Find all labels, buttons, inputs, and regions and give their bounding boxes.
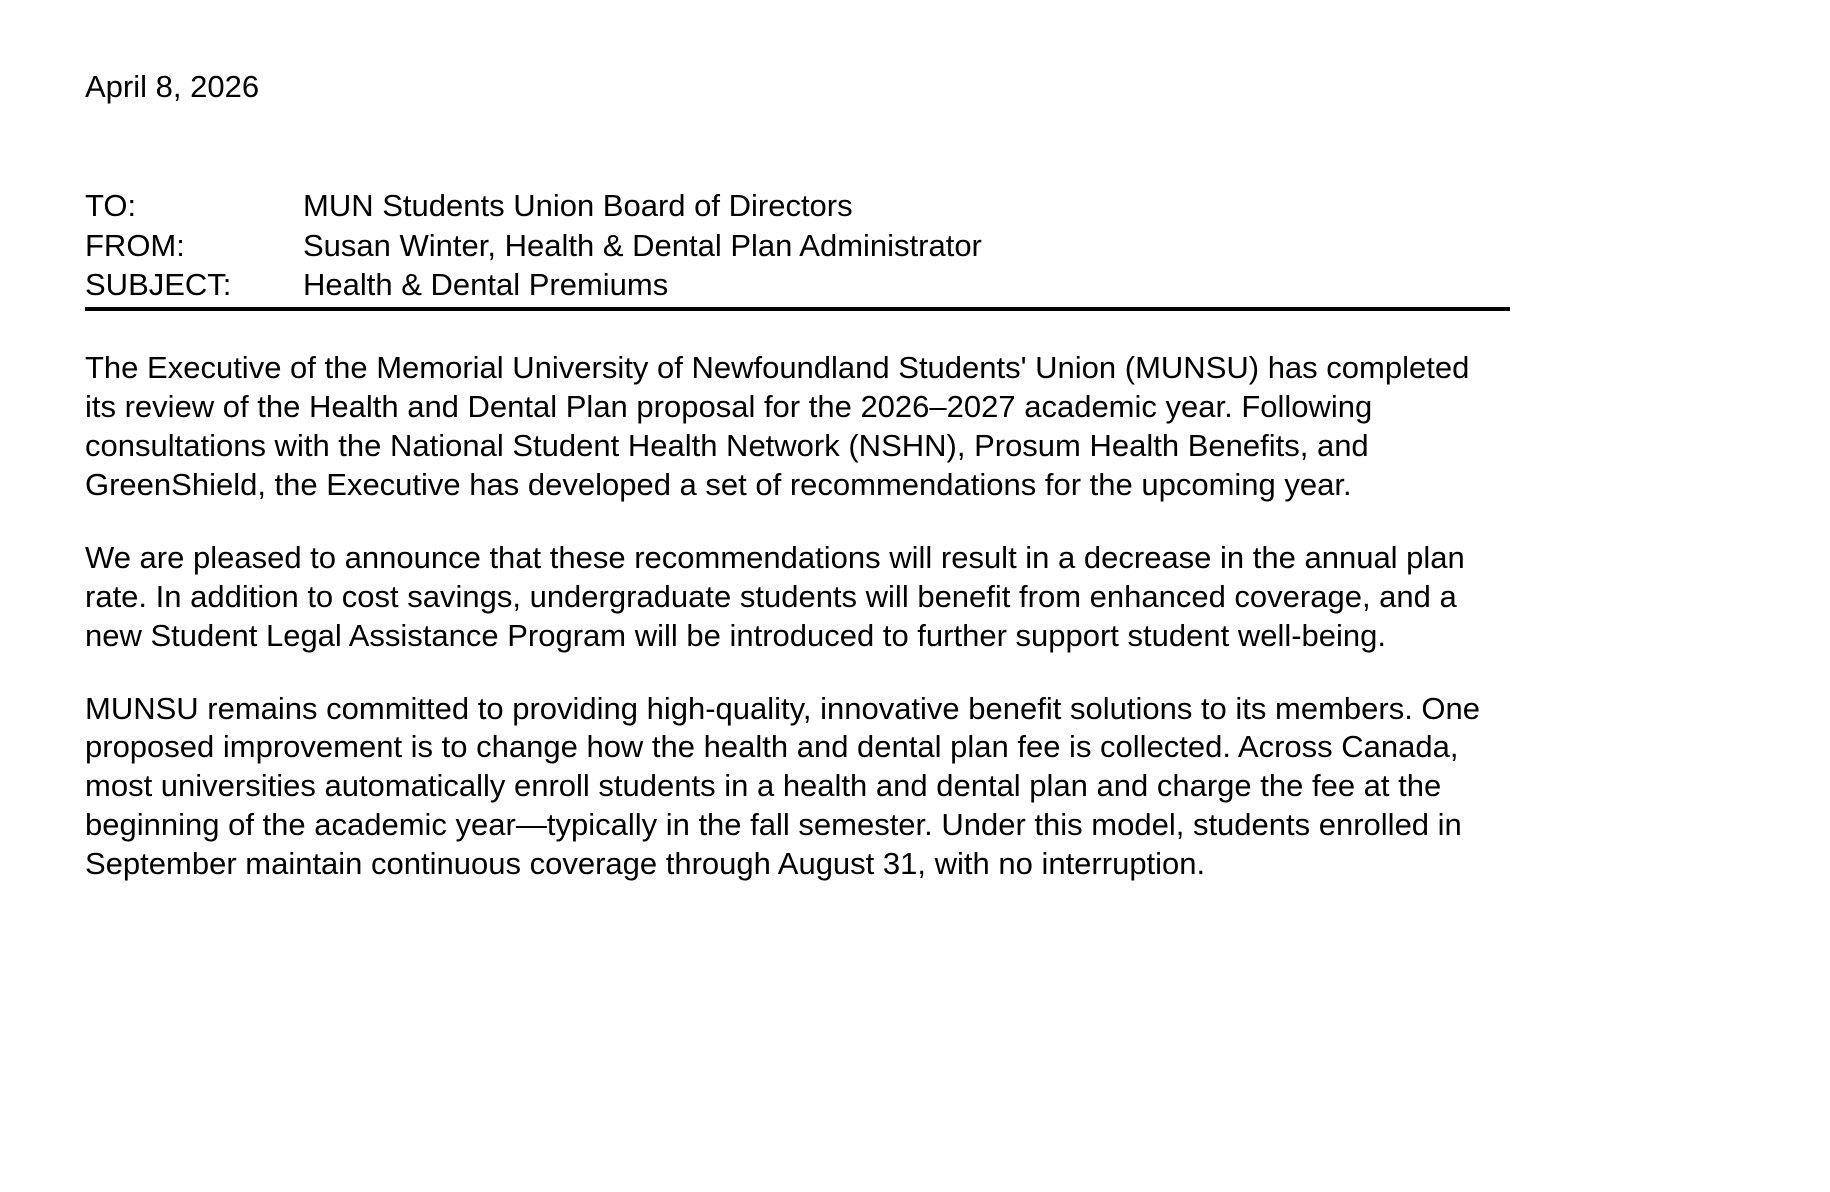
memo-header-block (85, 186, 1510, 311)
memo-value-subject: Health & Dental Premiums (303, 266, 669, 302)
memo-value-to: MUN Students Union Board of Directors (303, 188, 853, 224)
memo-paragraph-2: We are pleased to announce that these recommendations will result in a decrease in the annual plan rate. In addition to cost savings, undergraduate students will benefit from enhanced coverage, and a new Student Legal Assistance Program will be introduced to further support student well-being. (85, 539, 1465, 653)
memo-row-from (85, 226, 1510, 265)
memo-label-from: FROM: (85, 227, 185, 263)
memo-label-subject: SUBJECT: (85, 266, 232, 302)
memo-label-to: TO: (85, 188, 137, 224)
memo-paragraph-1: The Executive of the Memorial University of Newfoundland Students' Union (MUNSU) has completed its review of the Health and Dental Plan proposal for the 2026–2027 academic year. Following consultations with the National Student Health Network (NSHN), Prosum Health Benefits, and GreenShield, the Executive has developed a set of recommendations for the upcoming year. (85, 350, 1470, 502)
memo-paragraph-3: MUNSU remains committed to providing high-quality, innovative benefit solutions to its members. One proposed improvement is to change how the health and dental plan fee is collected. Across Canada, most universities automatically enroll students in a health and dental plan and charge the fee at the beginning of the academic year—typically in the fall semester. Under this model, students enrolled in September maintain continuous coverage through August 31, with no interruption. (85, 690, 1481, 882)
memo-content (85, 0, 1515, 884)
memo-value-from: Susan Winter, Health & Dental Plan Administrator (303, 227, 982, 263)
memo-row-subject (85, 265, 1510, 304)
memo-row-to (85, 186, 1510, 225)
memo-date: April 8, 2026 (85, 69, 260, 104)
